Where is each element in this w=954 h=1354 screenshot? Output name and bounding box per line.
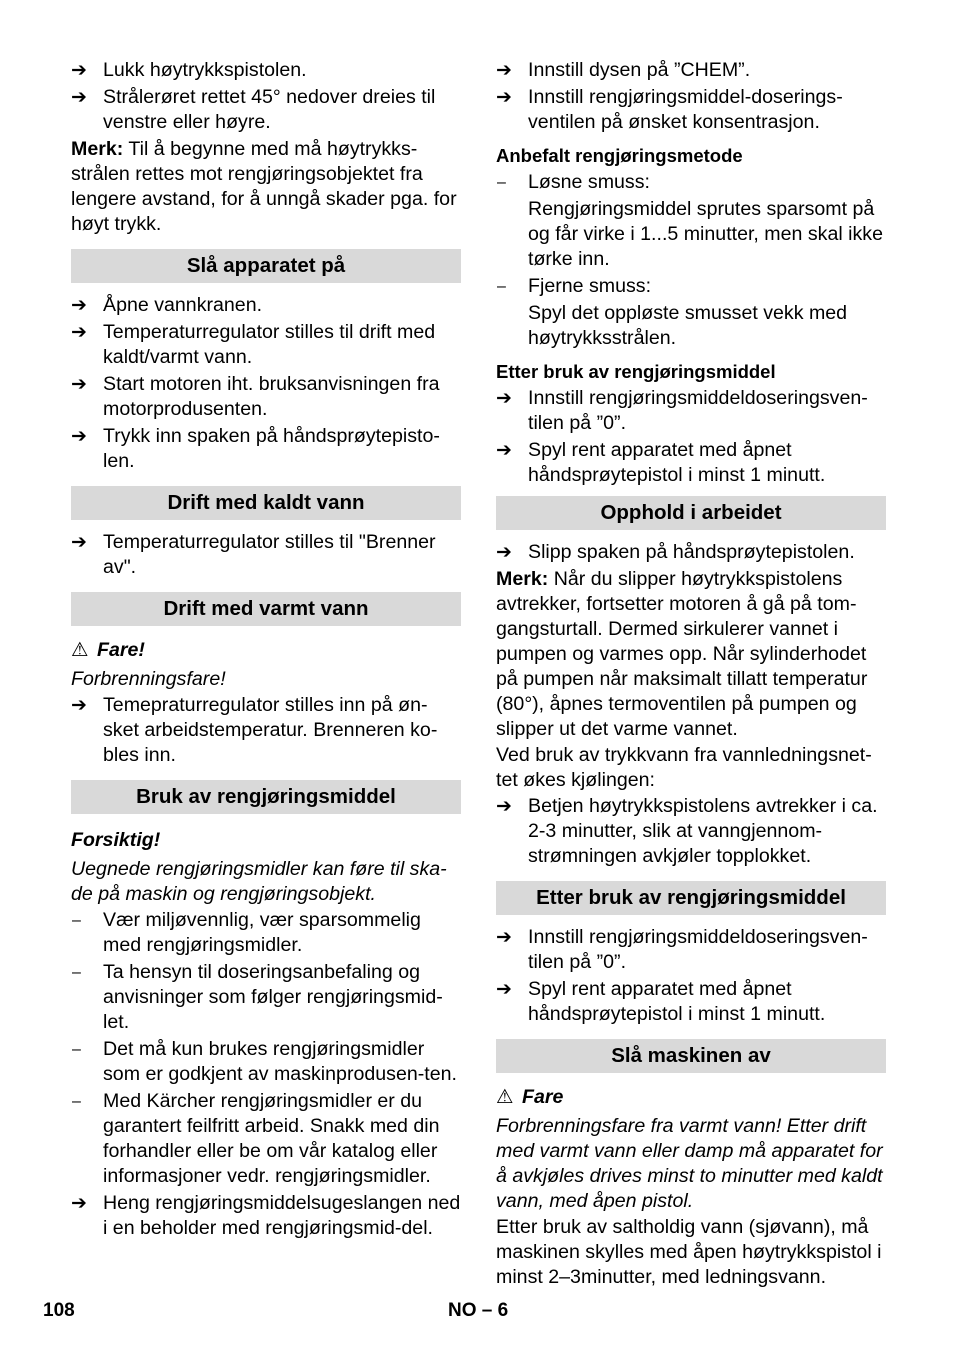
- warning-triangle-icon: ⚠: [496, 1086, 514, 1108]
- left-column: [71, 58, 461, 1243]
- list-item: ➔ Spyl rent apparatet med åpnet håndsprøytepistol i minst 1 minutt.: [496, 439, 826, 486]
- dash-icon: –: [497, 278, 506, 295]
- list-item: ➔ Start motoren iht. bruksanvisningen fra motorprodusenten.: [71, 373, 440, 420]
- section-heading: Bruk av rengjøringsmiddel: [71, 780, 461, 814]
- dash-item: – Vær miljøvennlig, vær sparsommelig med rengjøringsmidler.: [72, 909, 421, 956]
- dash-item: – Fjerne smuss: Spyl det oppløste smusset vekk med høytrykksstrålen.: [497, 275, 848, 349]
- arrow-icon: ➔: [496, 87, 512, 108]
- list-item: ➔ Innstill rengjøringsmiddel-doserings-ventilen på ønsket konsentrasjon.: [496, 86, 843, 133]
- warning-triangle-icon: ⚠: [71, 639, 89, 661]
- list-item: ➔ Temepraturregulator stilles inn på øn-sket arbeidstemperatur. Brenneren ko-bles inn.: [71, 694, 438, 766]
- subheading: Etter bruk av rengjøringsmiddel: [496, 361, 776, 382]
- list-item: ➔ Innstill rengjøringsmiddeldoseringsven-tilen på ”0”.: [496, 926, 868, 973]
- list-item: ➔ Heng rengjøringsmiddelsugeslangen ned i en beholder med rengjøringsmid-del.: [71, 1192, 461, 1239]
- list-item: ➔ Betjen høytrykkspistolens avtrekker i ca. 2-3 minutter, slik at vanngjennom-strømningen avkjøler topplokket.: [496, 795, 878, 867]
- arrow-icon: ➔: [71, 60, 87, 81]
- arrow-icon: ➔: [496, 440, 512, 461]
- dash-item: – Det må kun brukes rengjøringsmidler som er godkjent av maskinprodusen-ten.: [72, 1038, 457, 1085]
- body-paragraph: Ved bruk av trykkvann fra vannledningsnet-tet økes kjølingen:: [496, 744, 872, 791]
- arrow-icon: ➔: [71, 1193, 87, 1214]
- language-page-label: NO – 6: [448, 1300, 509, 1321]
- list-item: ➔ Slipp spaken på håndsprøytepistolen.: [496, 541, 855, 563]
- list-item: ➔ Trykk inn spaken på håndsprøytepisto-len.: [71, 425, 440, 472]
- list-item: ➔ Strålerøret rettet 45° nedover dreies til venstre eller høyre.: [71, 86, 436, 133]
- warning-text: Forbrenningsfare!: [71, 668, 226, 690]
- note-paragraph: Merk: Til å begynne med må høytrykks-strålen rettes mot rengjøringsobjektet fra lengere avstand, for å unngå skader pga. for høyt trykk.: [71, 138, 457, 235]
- section-heading: Drift med kaldt vann: [71, 486, 461, 520]
- list-item: ➔ Temperaturregulator stilles til "Brenner av".: [71, 531, 436, 578]
- section-heading: Drift med varmt vann: [71, 592, 461, 626]
- arrow-icon: ➔: [496, 796, 512, 817]
- right-column: [496, 58, 886, 1291]
- dash-icon: –: [72, 1041, 81, 1058]
- arrow-icon: ➔: [496, 542, 512, 563]
- section-heading: Etter bruk av rengjøringsmiddel: [496, 881, 886, 915]
- arrow-icon: ➔: [71, 87, 87, 108]
- dash-item: – Løsne smuss: Rengjøringsmiddel sprutes sparsomt på og får virke i 1...5 minutter, men skal ikke tørke inn.: [497, 171, 884, 270]
- list-item: ➔ Spyl rent apparatet med åpnet håndsprøytepistol i minst 1 minutt.: [496, 978, 826, 1025]
- body-paragraph: Etter bruk av saltholdig vann (sjøvann), må maskinen skylles med åpen høytrykkspistol i minst 2–3minutter, med ledningsvann.: [496, 1216, 882, 1288]
- arrow-icon: ➔: [496, 388, 512, 409]
- dash-icon: –: [497, 174, 506, 191]
- list-item: ➔ Lukk høytrykkspistolen.: [71, 59, 307, 81]
- section-heading: Slå apparatet på: [71, 249, 461, 283]
- arrow-icon: ➔: [71, 426, 87, 447]
- dash-item: – Med Kärcher rengjøringsmidler er du garantert feilfritt arbeid. Snakk med din forhandler eller be om vår katalog eller informasjoner vedr. rengjøringsmidler.: [72, 1090, 440, 1187]
- dash-icon: –: [72, 964, 81, 981]
- warning-text: Forbrenningsfare fra varmt vann! Etter drift med varmt vann eller damp må apparatet for å avkjøles drives minst to minutter med kaldt vann, med åpen pistol.: [496, 1115, 883, 1212]
- arrow-icon: ➔: [496, 60, 512, 81]
- caution-title: Forsiktig!: [71, 829, 161, 851]
- dash-item: – Ta hensyn til doseringsanbefaling og anvisninger som følger rengjøringsmid-let.: [72, 961, 443, 1033]
- page-number: 108: [43, 1300, 75, 1321]
- list-item: ➔ Åpne vannkranen.: [71, 294, 263, 316]
- arrow-icon: ➔: [496, 927, 512, 948]
- subheading: Anbefalt rengjøringsmetode: [496, 145, 743, 166]
- arrow-icon: ➔: [496, 979, 512, 1000]
- warning-title: ⚠ Fare: [496, 1086, 564, 1108]
- arrow-icon: ➔: [71, 295, 87, 316]
- warning-title: ⚠ Fare!: [71, 639, 145, 661]
- section-heading: Slå maskinen av: [496, 1039, 886, 1073]
- section-heading: Opphold i arbeidet: [496, 496, 886, 530]
- note-paragraph: Merk: Når du slipper høytrykkspistolens avtrekker, fortsetter motoren å gå på tom-gangsturtall. Dermed sirkulerer vannet i pumpen og varmes opp. Når sylinderhodet på pumpen når maksimalt tillatt temperatur (80°), åpnes termoventilen på pumpen og slipper ut det varme vannet.: [496, 568, 868, 740]
- arrow-icon: ➔: [71, 532, 87, 553]
- list-item: ➔ Innstill dysen på ”CHEM”.: [496, 59, 751, 81]
- caution-text: Uegnede rengjøringsmidler kan føre til ska-de på maskin og rengjøringsobjekt.: [71, 858, 447, 905]
- dash-icon: –: [72, 912, 81, 929]
- arrow-icon: ➔: [71, 695, 87, 716]
- dash-icon: –: [72, 1093, 81, 1110]
- list-item: ➔ Innstill rengjøringsmiddeldoseringsven-tilen på ”0”.: [496, 387, 868, 434]
- list-item: ➔ Temperaturregulator stilles til drift med kaldt/varmt vann.: [71, 321, 436, 368]
- arrow-icon: ➔: [71, 374, 87, 395]
- arrow-icon: ➔: [71, 322, 87, 343]
